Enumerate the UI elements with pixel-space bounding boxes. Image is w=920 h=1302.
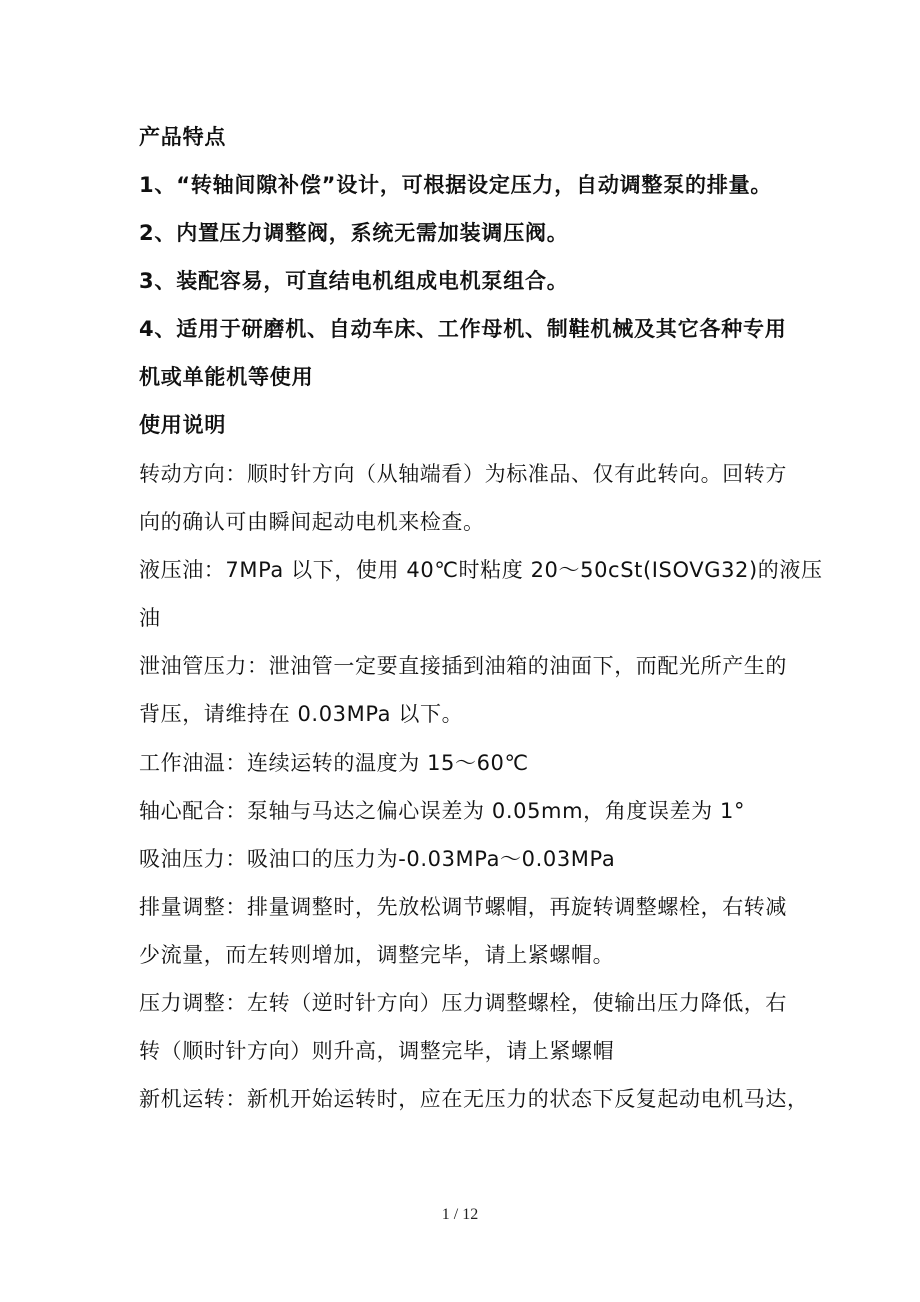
usage-hydraulic-oil-continued: 油 (139, 606, 161, 630)
usage-rotation-direction-continued: 向的确认可由瞬间起动电机来检查。 (139, 510, 485, 534)
usage-shaft-alignment: 轴心配合：泵轴与马达之偏心误差为 0.05mm，角度误差为 1° (139, 799, 746, 823)
feature-item-4-continued: 机或单能机等使用 (139, 365, 314, 389)
feature-item-2: 2、内置压力调整阀，系统无需加装调压阀。 (139, 221, 569, 245)
usage-suction-pressure: 吸油压力：吸油口的压力为-0.03MPa～0.03MPa (139, 847, 616, 871)
usage-pressure-adjustment: 压力调整：左转（逆时针方向）压力调整螺栓，使输出压力降低，右 (139, 991, 787, 1015)
feature-heading: 产品特点 (139, 125, 227, 149)
usage-heading: 使用说明 (139, 413, 227, 437)
usage-new-machine-operation: 新机运转：新机开始运转时，应在无压力的状态下反复起动电机马达， (139, 1087, 809, 1111)
usage-rotation-direction: 转动方向：顺时针方向（从轴端看）为标准品、仅有此转向。回转方 (139, 462, 787, 486)
usage-pressure-adjustment-continued: 转（顺时针方向）则升高，调整完毕，请上紧螺帽 (139, 1039, 615, 1063)
feature-item-4: 4、适用于研磨机、自动车床、工作母机、制鞋机械及其它各种专用 (139, 317, 787, 341)
usage-oil-temperature: 工作油温：连续运转的温度为 15～60℃ (139, 751, 529, 775)
feature-item-1: 1、“转轴间隙补偿”设计，可根据设定压力，自动调整泵的排量。 (139, 173, 773, 197)
usage-drain-pressure: 泄油管压力：泄油管一定要直接插到油箱的油面下，而配光所产生的 (139, 654, 787, 678)
usage-drain-pressure-continued: 背压，请维持在 0.03MPa 以下。 (139, 702, 464, 726)
feature-item-3: 3、装配容易，可直结电机组成电机泵组合。 (139, 269, 569, 293)
page-number: 1 / 12 (441, 1206, 479, 1223)
usage-displacement-adjustment: 排量调整：排量调整时，先放松调节螺帽，再旋转调整螺栓，右转减 (139, 895, 787, 919)
usage-displacement-adjustment-continued: 少流量，而左转则增加，调整完毕，请上紧螺帽。 (139, 943, 615, 967)
usage-hydraulic-oil: 液压油：7MPa 以下，使用 40℃时粘度 20～50cSt(ISOVG32)的液压 (139, 558, 823, 582)
